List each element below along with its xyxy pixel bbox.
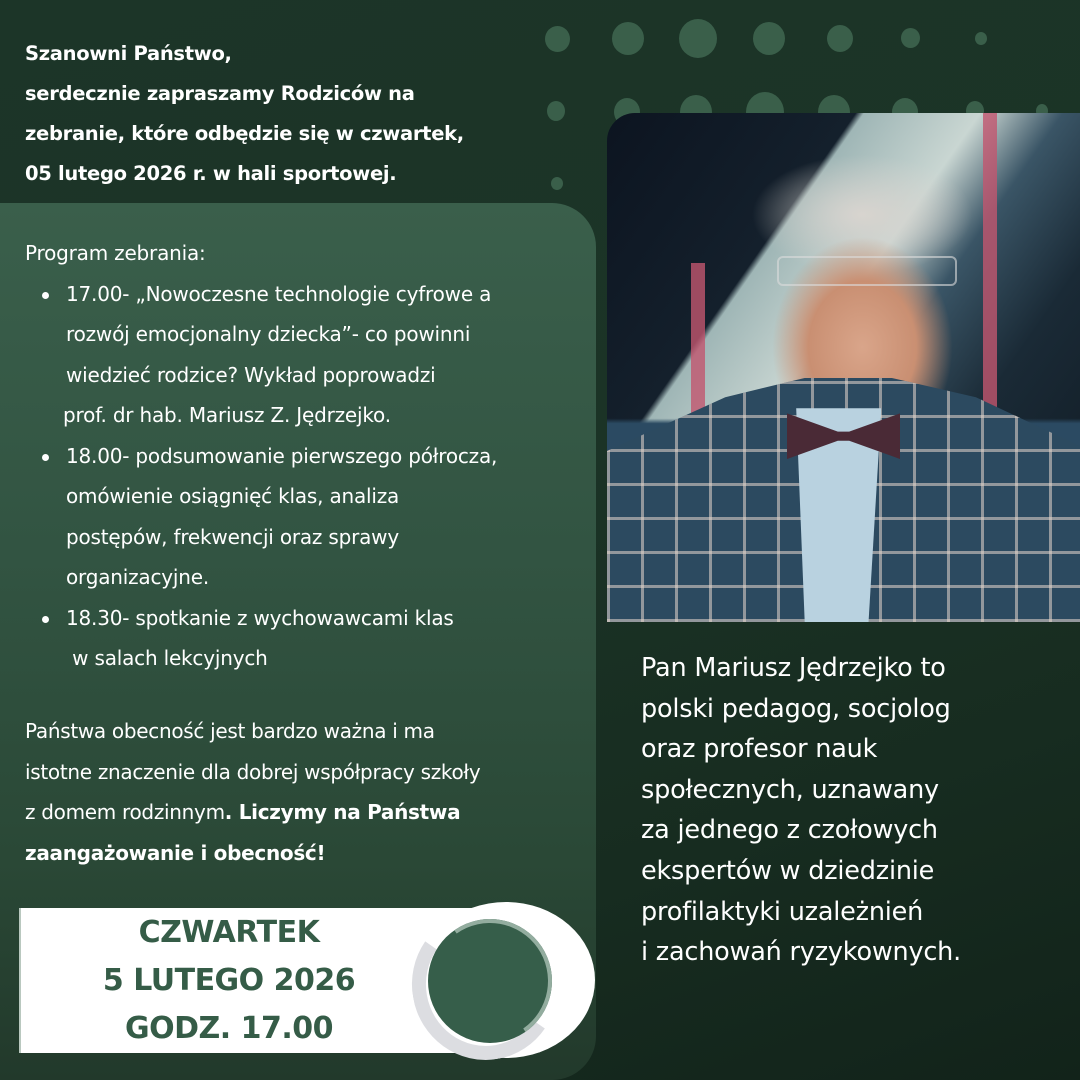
bio-line: społecznych, uznawany: [641, 774, 939, 805]
bio-line: profilaktyki uzależnień: [641, 896, 924, 927]
meeting-program: [25, 233, 605, 679]
bio-line: ekspertów w dziedzinie: [641, 855, 935, 886]
bullet-icon: [42, 616, 49, 623]
program-item-line: 18.00- podsumowanie pierwszego półrocza,: [66, 443, 498, 468]
closing-emphasis: . Liczymy na Państwa: [224, 800, 461, 824]
decor-dot: [975, 32, 987, 45]
intro-line: serdecznie zapraszamy Rodziców na: [25, 82, 415, 105]
closing-emphasis: zaangażowanie i obecność!: [25, 840, 326, 865]
bio-line: oraz profesor nauk: [641, 734, 878, 765]
program-item-line: 17.00- „Nowoczesne technologie cyfrowe a: [66, 281, 492, 306]
bio-line: i zachowań ryzykownych.: [641, 937, 962, 968]
closing-line: Państwa obecność jest bardzo ważna i ma: [25, 719, 435, 743]
program-item-line: 18.30- spotkanie z wychowawcami klas: [66, 605, 454, 630]
decor-dot: [679, 19, 717, 58]
speaker-bio: [641, 648, 1061, 973]
closing-message: [25, 711, 605, 873]
event-day: CZWARTEK: [138, 914, 320, 950]
intro-line: Szanowni Państwo,: [25, 42, 232, 65]
decor-dot: [753, 22, 785, 55]
program-list: [25, 274, 605, 679]
photo-glasses: [777, 256, 957, 287]
program-item-line: omówienie osiągnięć klas, analiza: [66, 484, 400, 508]
bio-line: polski pedagog, socjolog: [641, 693, 951, 724]
decor-dot: [901, 28, 920, 48]
program-item-line: prof. dr hab. Mariusz Z. Jędrzejko.: [63, 403, 391, 427]
bio-line: za jednego z czołowych: [641, 815, 938, 846]
program-item-line: wiedzieć rodzice? Wykład poprowadzi: [66, 362, 436, 387]
bullet-icon: [42, 292, 49, 299]
closing-line: [25, 792, 605, 833]
decor-dot: [827, 25, 853, 52]
program-item: [25, 598, 605, 679]
program-item-line: organizacyjne.: [66, 565, 209, 589]
bio-line: Pan Mariusz Jędrzejko to: [641, 653, 946, 683]
event-time: GODZ. 17.00: [124, 1010, 333, 1046]
closing-text: z domem rodzinnym: [25, 800, 225, 824]
program-item-line: w salach lekcyjnych: [66, 646, 268, 670]
decor-dot: [612, 22, 644, 55]
program-item: [25, 436, 605, 598]
closing-line: istotne znaczenie dla dobrej współpracy szkoły: [25, 759, 481, 784]
intro-line: zebranie, które odbędzie się w czwartek,: [25, 122, 464, 145]
photo-background-stripe: [691, 263, 705, 426]
program-title: Program zebrania:: [25, 241, 206, 265]
invitation-intro: [25, 34, 565, 194]
photo-background-stripe: [983, 113, 997, 418]
program-item-line: postępów, frekwencji oraz sprawy: [66, 524, 399, 549]
bullet-icon: [42, 454, 49, 461]
speaker-photo: [607, 113, 1080, 622]
event-date: 5 LUTEGO 2026: [102, 962, 356, 998]
intro-line: 05 lutego 2026 r. w hali sportowej.: [25, 162, 397, 185]
closing-line: [25, 833, 605, 874]
program-item: [25, 274, 605, 436]
program-item-line: rozwój emocjonalny dziecka”- co powinni: [66, 322, 471, 346]
date-banner-text: [19, 908, 439, 1053]
